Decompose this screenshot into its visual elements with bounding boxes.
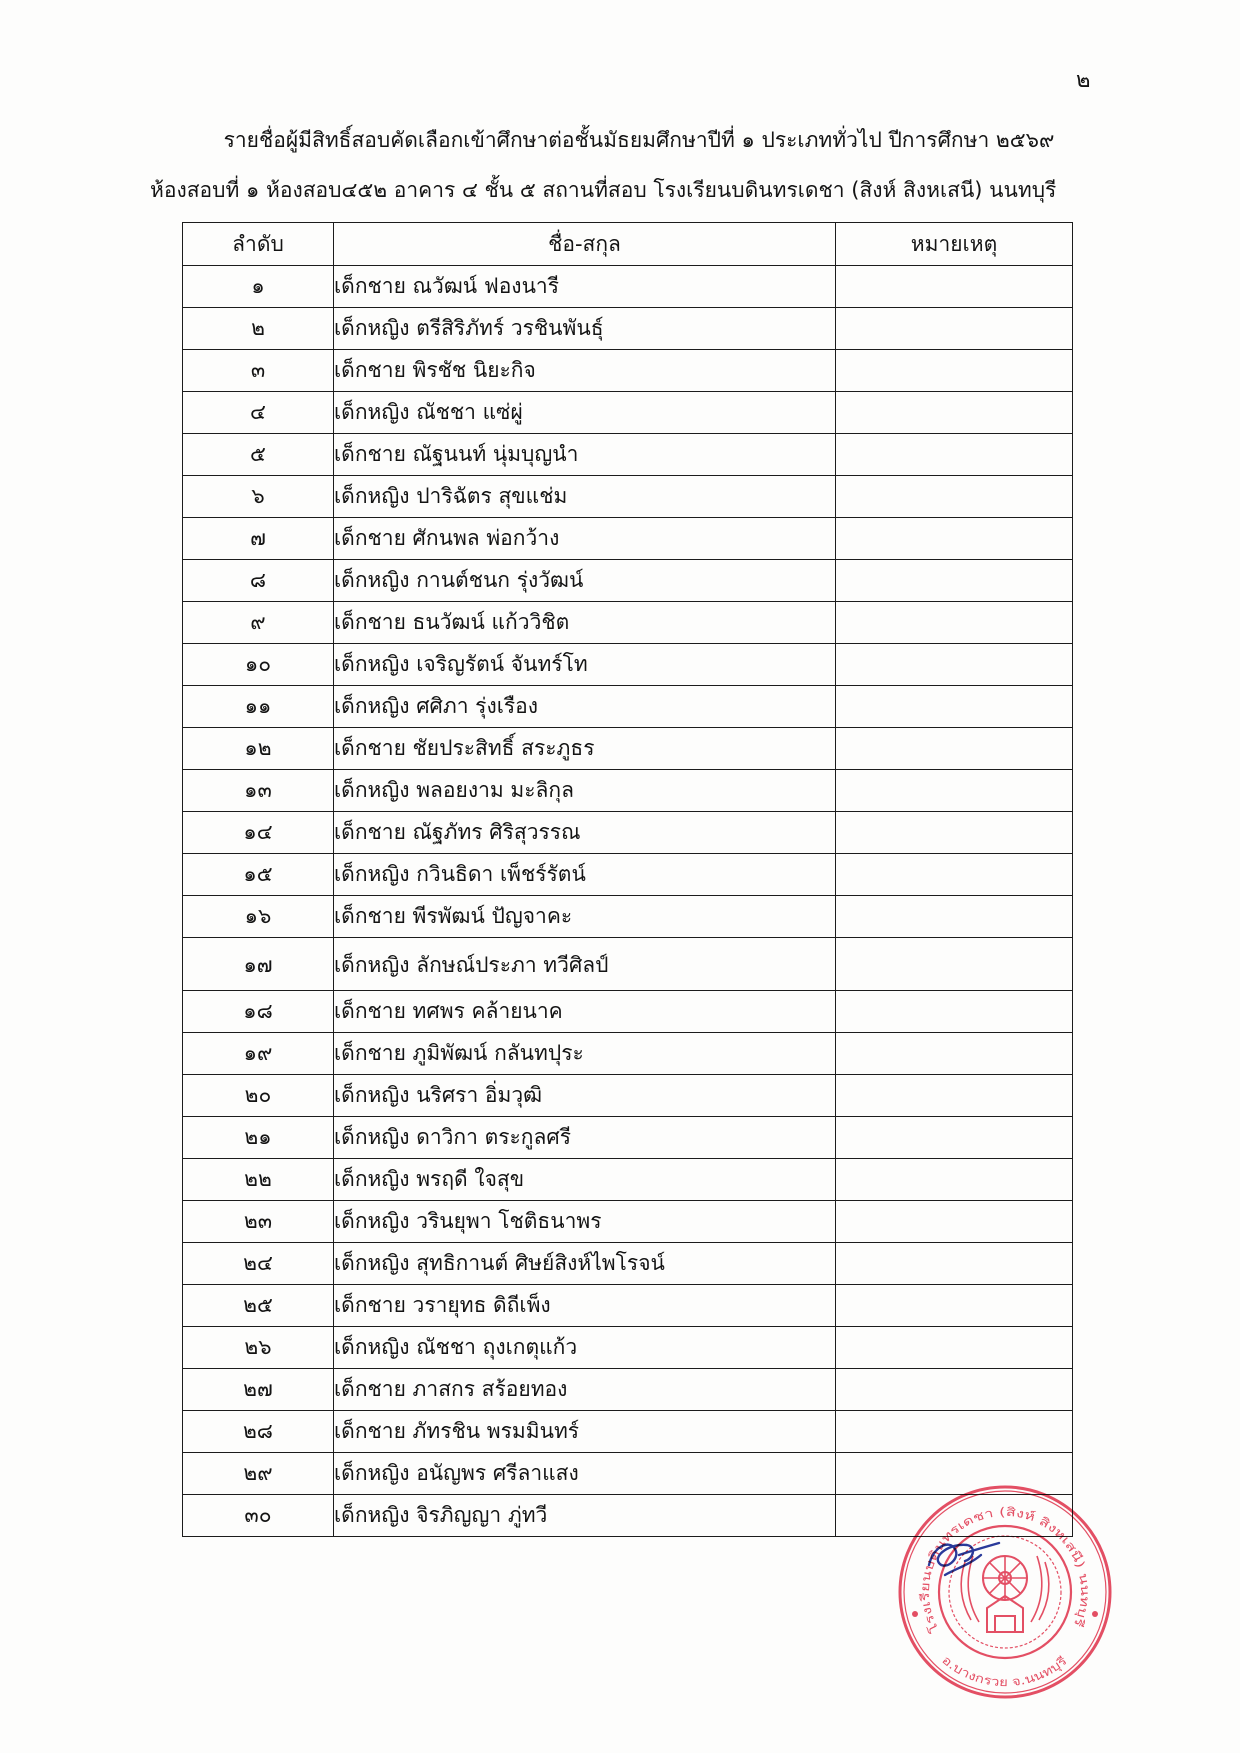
table-row [183, 991, 1073, 1033]
seal-top-text-path: โรงเรียนบดินทรเดชา (สิงห์ สิงหเสนี) นนทบุรี [917, 1504, 1093, 1636]
row-number-cell: ๓๐ [183, 1495, 334, 1537]
note-cell [836, 602, 1073, 644]
note-cell [836, 560, 1073, 602]
student-name-cell: เด็กหญิง ศศิภา รุ่งเรือง [334, 686, 836, 728]
student-name-cell: เด็กหญิง เจริญรัตน์ จันทร์โท [334, 644, 836, 686]
note-cell [836, 1369, 1073, 1411]
row-number-cell: ๒๗ [183, 1369, 334, 1411]
student-name-cell: เด็กหญิง อนัญพร ศรีลาแสง [334, 1453, 836, 1495]
table-row [183, 476, 1073, 518]
row-number-cell: ๑๓ [183, 770, 334, 812]
row-number-cell: ๒๔ [183, 1243, 334, 1285]
school-seal-stamp [895, 1482, 1115, 1702]
table-row [183, 1369, 1073, 1411]
student-name-cell: เด็กหญิง พรฤดี ใจสุข [334, 1159, 836, 1201]
row-number-cell: ๒๕ [183, 1285, 334, 1327]
row-number-cell: ๒ [183, 308, 334, 350]
student-name-cell: เด็กหญิง กวินธิดา เพ็ชร์รัตน์ [334, 854, 836, 896]
candidate-table [182, 222, 1073, 1537]
table-row [183, 644, 1073, 686]
table-header-row [183, 223, 1073, 266]
note-cell [836, 938, 1073, 991]
note-cell [836, 1117, 1073, 1159]
table-row [183, 686, 1073, 728]
note-cell [836, 1159, 1073, 1201]
note-cell [836, 1201, 1073, 1243]
table-row [183, 308, 1073, 350]
student-name-cell: เด็กชาย ณัฐภัทร ศิริสุวรรณ [334, 812, 836, 854]
seal-shrine-icon [987, 1596, 1023, 1632]
table-row [183, 560, 1073, 602]
student-name-cell: เด็กหญิง วรินยุพา โชติธนาพร [334, 1201, 836, 1243]
row-number-cell: ๑๗ [183, 938, 334, 991]
row-number-cell: ๘ [183, 560, 334, 602]
seal-right-star [1092, 1611, 1098, 1617]
table-body [183, 266, 1073, 1537]
student-name-cell: เด็กชาย ณัฐนนท์ นุ่มบุญนำ [334, 434, 836, 476]
note-cell [836, 854, 1073, 896]
table-row [183, 728, 1073, 770]
seal-bottom-text-path: อ.บางกรวย จ.นนทบุรี [939, 1652, 1069, 1690]
table-row [183, 854, 1073, 896]
table-row [183, 1075, 1073, 1117]
note-cell [836, 1243, 1073, 1285]
row-number-cell: ๑๖ [183, 896, 334, 938]
student-name-cell: เด็กชาย วรายุทธ ดิถีเพ็ง [334, 1285, 836, 1327]
row-number-cell: ๑๙ [183, 1033, 334, 1075]
note-cell [836, 728, 1073, 770]
table-row [183, 266, 1073, 308]
student-name-cell: เด็กชาย ทศพร คล้ายนาค [334, 991, 836, 1033]
note-cell [836, 991, 1073, 1033]
row-number-cell: ๑๘ [183, 991, 334, 1033]
student-name-cell: เด็กชาย ณวัฒน์ ฟองนารี [334, 266, 836, 308]
note-cell [836, 266, 1073, 308]
document-title: รายชื่อผู้มีสิทธิ์สอบคัดเลือกเข้าศึกษาต่อชั้นมัธยมศึกษาปีที่ ๑ ประเภททั่วไป ปีการศึกษา ๒๕๖๙ [223, 128, 1055, 152]
row-number-cell: ๑๔ [183, 812, 334, 854]
row-number-cell: ๕ [183, 434, 334, 476]
student-name-cell: เด็กหญิง ณัชชา แซ่ผู่ [334, 392, 836, 434]
note-cell [836, 518, 1073, 560]
table-row [183, 1411, 1073, 1453]
row-number-cell: ๒๓ [183, 1201, 334, 1243]
student-name-cell: เด็กชาย พิรชัช นิยะกิจ [334, 350, 836, 392]
table-header [183, 223, 1073, 266]
table-row [183, 1327, 1073, 1369]
row-number-cell: ๒๘ [183, 1411, 334, 1453]
table-row [183, 602, 1073, 644]
note-cell [836, 1411, 1073, 1453]
student-name-cell: เด็กหญิง ณัชชา ถุงเกตุแก้ว [334, 1327, 836, 1369]
table-row [183, 518, 1073, 560]
table-row [183, 1159, 1073, 1201]
row-number-cell: ๒๑ [183, 1117, 334, 1159]
note-cell [836, 1327, 1073, 1369]
row-number-cell: ๒๙ [183, 1453, 334, 1495]
table-row [183, 1117, 1073, 1159]
row-number-cell: ๙ [183, 602, 334, 644]
student-name-cell: เด็กชาย ศักนพล พ่อกว้าง [334, 518, 836, 560]
student-name-cell: เด็กหญิง ลักษณ์ประภา ทวีศิลป์ [334, 938, 836, 991]
student-name-cell: เด็กหญิง นริศรา อิ่มวุฒิ [334, 1075, 836, 1117]
page-number: ๒ [1076, 68, 1091, 93]
note-cell [836, 476, 1073, 518]
table-row [183, 938, 1073, 991]
row-number-cell: ๒๒ [183, 1159, 334, 1201]
note-cell [836, 644, 1073, 686]
student-name-cell: เด็กหญิง ดาวิกา ตระกูลศรี [334, 1117, 836, 1159]
table-row [183, 770, 1073, 812]
student-name-cell: เด็กชาย ธนวัฒน์ แก้ววิชิต [334, 602, 836, 644]
table-row [183, 1033, 1073, 1075]
handwritten-signature [915, 1525, 1005, 1585]
row-number-cell: ๖ [183, 476, 334, 518]
row-number-cell: ๗ [183, 518, 334, 560]
row-number-cell: ๑๕ [183, 854, 334, 896]
table-row [183, 896, 1073, 938]
note-cell [836, 350, 1073, 392]
seal-right-ornament [1031, 1556, 1049, 1622]
note-cell [836, 812, 1073, 854]
student-name-cell: เด็กหญิง จิรภิญญา ภู่ทวี [334, 1495, 836, 1537]
header-note: หมายเหตุ [836, 223, 1073, 266]
header-number: ลำดับ [183, 223, 334, 266]
student-name-cell: เด็กชาย ชัยประสิทธิ์ สระภูธร [334, 728, 836, 770]
note-cell [836, 1075, 1073, 1117]
note-cell [836, 434, 1073, 476]
note-cell [836, 1033, 1073, 1075]
row-number-cell: ๑๑ [183, 686, 334, 728]
table-row [183, 1285, 1073, 1327]
table-row [183, 812, 1073, 854]
student-name-cell: เด็กชาย ภัทรชิน พรมมินทร์ [334, 1411, 836, 1453]
row-number-cell: ๒๐ [183, 1075, 334, 1117]
student-name-cell: เด็กชาย ภูมิพัฒน์ กลันทปุระ [334, 1033, 836, 1075]
table-row [183, 350, 1073, 392]
row-number-cell: ๑๐ [183, 644, 334, 686]
table-row [183, 392, 1073, 434]
student-name-cell: เด็กหญิง กานต์ชนก รุ่งวัฒน์ [334, 560, 836, 602]
note-cell [836, 392, 1073, 434]
seal-left-star [912, 1611, 918, 1617]
header-name: ชื่อ-สกุล [334, 223, 836, 266]
student-name-cell: เด็กหญิง ปาริฉัตร สุขแช่ม [334, 476, 836, 518]
row-number-cell: ๒๖ [183, 1327, 334, 1369]
student-name-cell: เด็กชาย ภาสกร สร้อยทอง [334, 1369, 836, 1411]
table-row [183, 1243, 1073, 1285]
student-name-cell: เด็กหญิง ตรีสิริภัทร์ วรชินพันธุ์ [334, 308, 836, 350]
note-cell [836, 1285, 1073, 1327]
table-row [183, 1201, 1073, 1243]
row-number-cell: ๔ [183, 392, 334, 434]
row-number-cell: ๓ [183, 350, 334, 392]
row-number-cell: ๑๒ [183, 728, 334, 770]
note-cell [836, 770, 1073, 812]
row-number-cell: ๑ [183, 266, 334, 308]
student-name-cell: เด็กชาย พีรพัฒน์ ปัญจาคะ [334, 896, 836, 938]
table-row [183, 434, 1073, 476]
note-cell [836, 686, 1073, 728]
note-cell [836, 896, 1073, 938]
exam-room-subtitle: ห้องสอบที่ ๑ ห้องสอบ๔๕๒ อาคาร ๔ ชั้น ๕ สถานที่สอบ โรงเรียนบดินทรเดชา (สิงห์ สิงหเสนี) นนทบุรี [150, 178, 1057, 202]
student-name-cell: เด็กหญิง พลอยงาม มะลิกุล [334, 770, 836, 812]
note-cell [836, 308, 1073, 350]
student-name-cell: เด็กหญิง สุทธิกานต์ ศิษย์สิงห์ไพโรจน์ [334, 1243, 836, 1285]
